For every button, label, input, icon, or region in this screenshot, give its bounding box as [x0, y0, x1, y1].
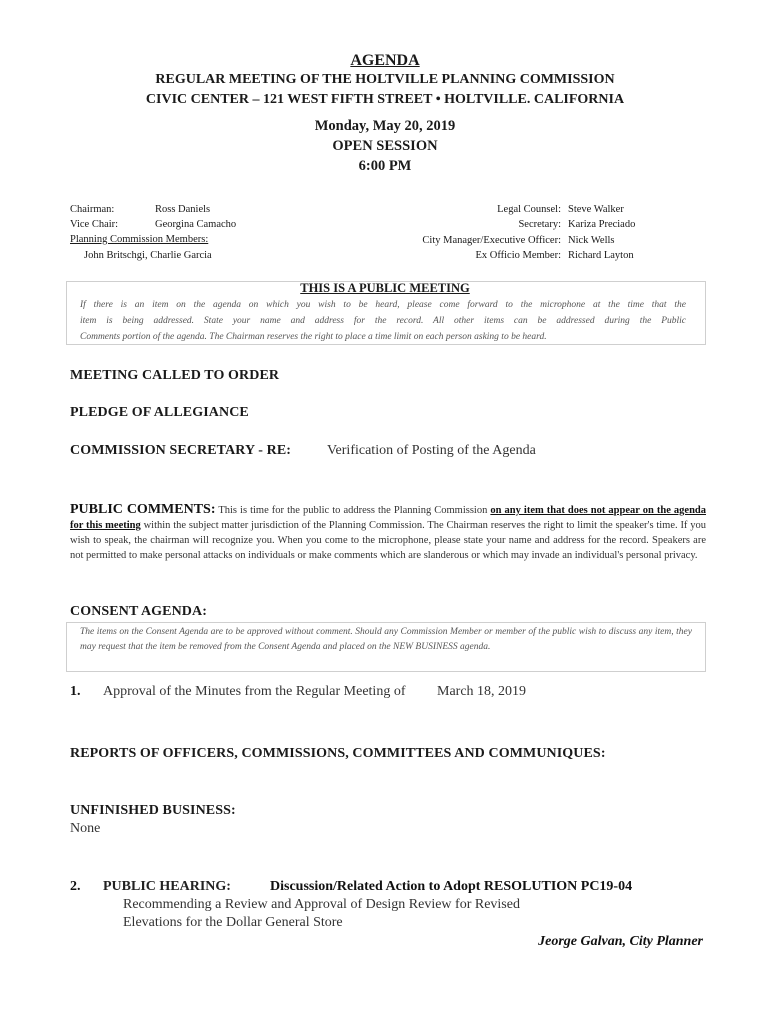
chairman-label: Chairman: — [70, 204, 115, 215]
chairman-name: Ross Daniels — [155, 204, 211, 215]
unfinished-business-heading: UNFINISHED BUSINESS: — [70, 803, 236, 818]
public-meeting-title: THIS IS A PUBLIC MEETING — [300, 281, 470, 295]
meeting-address: CIVIC CENTER – 121 WEST FIFTH STREET • HOLTVILLE. CALIFORNIA — [145, 92, 625, 107]
public-comments-emphasis: on any item that does not appear on the agenda for this meeting — [70, 505, 707, 531]
pledge-of-allegiance: PLEDGE OF ALLEGIANCE — [70, 405, 249, 420]
agenda-title: AGENDA — [350, 52, 420, 69]
item-2-number: 2. — [70, 879, 81, 894]
item-1-number: 1. — [70, 684, 81, 699]
verification-text: Verification of Posting of the Agenda — [327, 443, 536, 458]
city-manager-label: City Manager/Executive Officer: — [422, 235, 561, 246]
public-meeting-line-3: Comments portion of the agenda. The Chairman reserves the right to place a time limit on each person asking to be heard. — [80, 332, 547, 342]
vice-chair-name: Georgina Camacho — [155, 219, 237, 230]
members-names: John Britschgi, Charlie Garcia — [84, 250, 212, 261]
secretary-name: Kariza Preciado — [568, 219, 636, 230]
reports-heading: REPORTS OF OFFICERS, COMMISSIONS, COMMITTEES AND COMMUNIQUES: — [70, 746, 606, 761]
public-hearing-line-2: Elevations for the Dollar General Store — [123, 915, 343, 930]
consent-item-number — [70, 684, 81, 700]
commission-secretary-heading: COMMISSION SECRETARY - RE: — [70, 443, 292, 458]
public-comments-text-1: This is time for the public to address the Planning Commission — [218, 505, 488, 516]
unfinished-business-none: None — [70, 821, 101, 836]
consent-item-1-date: March 18, 2019 — [437, 684, 527, 699]
consent-item-1-text: Approval of the Minutes from the Regular Meeting of — [103, 684, 406, 699]
meeting-time: 6:00 PM — [358, 158, 412, 174]
meeting-date: Monday, May 20, 2019 — [314, 118, 456, 134]
vice-chair-label: Vice Chair: — [70, 219, 119, 230]
presenter-name: Jeorge Galvan, City Planner — [538, 934, 703, 949]
public-meeting-line-2: item is being addressed. State your name and address for the record. All other items can be addressed during the Public — [80, 316, 686, 326]
city-manager-name: Nick Wells — [568, 235, 615, 246]
public-hearing-label: PUBLIC HEARING: — [103, 879, 231, 894]
members-label: Planning Commission Members: — [70, 234, 209, 245]
session-label: OPEN SESSION — [332, 138, 438, 154]
legal-counsel-name: Steve Walker — [568, 204, 624, 215]
roster-right — [0, 202, 770, 264]
consent-note-text: The items on the Consent Agenda are to be approved without comment. Should any Commission Member or member of the public wish to discuss any item, they may request that the item be removed from the Consent Agenda and placed on the NEW BUSINESS agenda. — [80, 627, 692, 652]
consent-agenda-heading: CONSENT AGENDA: — [70, 604, 207, 619]
public-hearing-title: Discussion/Related Action to Adopt RESOLUTION PC19-04 — [270, 879, 633, 894]
public-comments-paragraph — [70, 502, 706, 563]
secretary-label: Secretary: — [518, 219, 561, 230]
public-comments-text-2: within the subject matter jurisdiction of the Planning Commission. The Chairman reserves the right to limit the speaker's time. If you wish to speak, the chairman will recognize you. When you come to the microphone, please state your name and address for the record. Speakers are not permitted to make personal attacks on individuals or make comments which are slanderous or which may invade an individual's personal privacy. — [70, 520, 706, 561]
ex-officio-label: Ex Officio Member: — [475, 250, 561, 261]
legal-counsel-label: Legal Counsel: — [497, 204, 561, 215]
ex-officio-name: Richard Layton — [568, 250, 634, 261]
public-comments-heading: PUBLIC COMMENTS: — [70, 502, 216, 517]
meeting-called-to-order: MEETING CALLED TO ORDER — [70, 368, 280, 383]
public-hearing-line-1: Recommending a Review and Approval of Design Review for Revised — [123, 897, 520, 912]
meeting-name: REGULAR MEETING OF THE HOLTVILLE PLANNING COMMISSION — [155, 72, 615, 87]
public-meeting-line-1: If there is an item on the agenda on which you wish to be heard, please come forward to the microphone at the time that the — [80, 300, 686, 310]
